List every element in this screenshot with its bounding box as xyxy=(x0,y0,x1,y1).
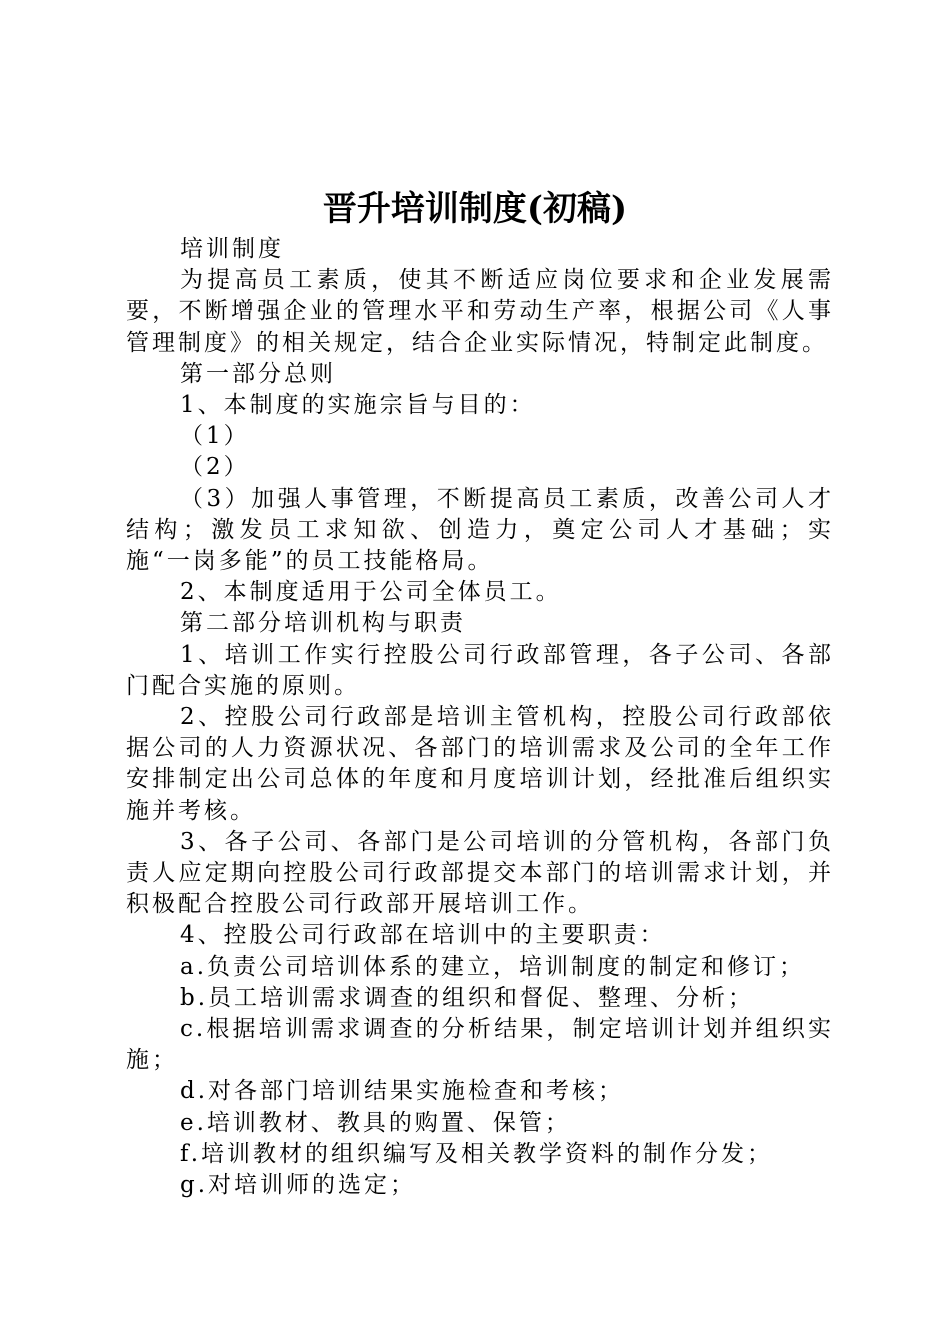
paragraph-item: 4、控股公司行政部在培训中的主要职责： xyxy=(180,922,666,949)
section-heading-general: 第一部分总则 xyxy=(180,360,336,387)
paragraph-item: 3、各子公司、各部门是公司培训的分管机构，各部门负责人应定期向控股公司行政部提交本部门的培训需求计划，并积极配合控股公司行政部开展培训工作。 xyxy=(126,828,834,918)
list-item: f.培训教材的组织编写及相关教学资料的制作分发； xyxy=(180,1140,774,1167)
paragraph-item: （1） xyxy=(180,423,250,450)
paragraph-heading-training-system: 培训制度 xyxy=(180,236,284,262)
section-heading-organization: 第二部分培训机构与职责 xyxy=(180,610,466,637)
paragraph-purpose: 为提高员工素质，使其不断适应岗位要求和企业发展需要，不断增强企业的管理水平和劳动生产率，根据公司《人事管理制度》的相关规定，结合企业实际情况，特制定此制度。 xyxy=(126,267,834,356)
document-title: 晋升培训制度(初稿) xyxy=(322,189,628,229)
list-item: a.负责公司培训体系的建立，培训制度的制定和修订； xyxy=(180,953,806,980)
list-item: g.对培训师的选定； xyxy=(180,1172,417,1199)
list-item: c.根据培训需求调查的分析结果，制定培训计划并组织实施； xyxy=(126,1016,834,1074)
paragraph-item: 1、本制度的实施宗旨与目的： xyxy=(180,392,536,419)
paragraph-item: 2、控股公司行政部是培训主管机构，控股公司行政部依据公司的人力资源状况、各部门的培训需求及公司的全年工作安排制定出公司总体的年度和月度培训计划，经批准后组织实施并考核。 xyxy=(126,704,834,824)
list-item: b.员工培训需求调查的组织和督促、整理、分析； xyxy=(180,984,755,1011)
list-item: e.培训教材、教具的购置、保管； xyxy=(180,1109,571,1136)
paragraph-item: 2、本制度适用于公司全体员工。 xyxy=(180,579,562,606)
paragraph-item: （2） xyxy=(180,454,250,481)
document-body xyxy=(126,234,834,1201)
paragraph-item: （3）加强人事管理，不断提高员工素质，改善公司人才结构；激发员工求知欲、创造力，奠定公司人才基础；实施“一岗多能”的员工技能格局。 xyxy=(126,485,834,575)
paragraph-item: 1、培训工作实行控股公司行政部管理，各子公司、各部门配合实施的原则。 xyxy=(126,641,834,699)
list-item: d.对各部门培训结果实施检查和考核； xyxy=(180,1078,625,1105)
